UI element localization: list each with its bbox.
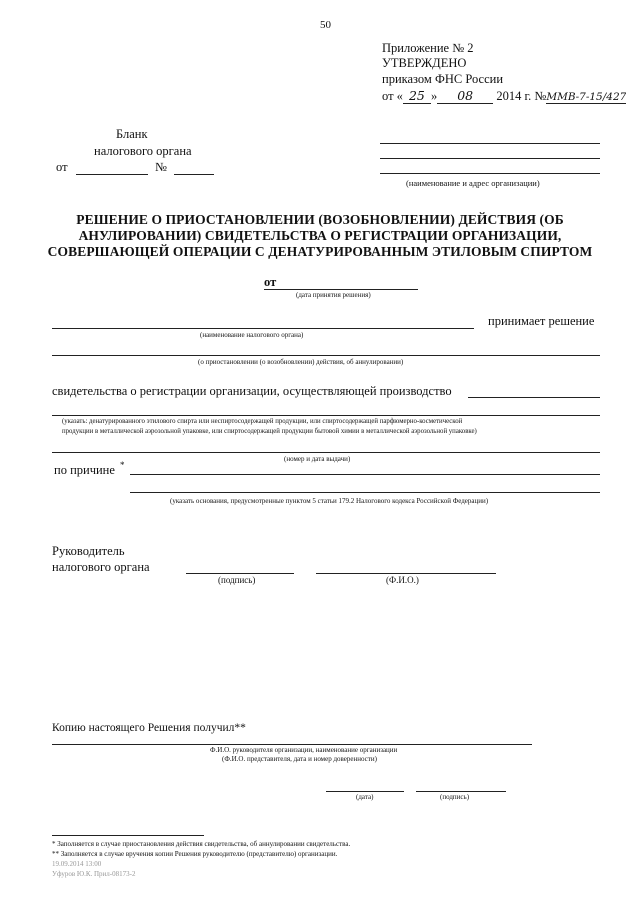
order-date-line: от « 25 » 08 2014 г. №ММВ-7-15/427	[382, 88, 627, 103]
head-signature-caption: (подпись)	[218, 575, 256, 585]
document-title-line-3: СОВЕРШАЮЩЕЙ ОПЕРАЦИИ С ДЕНАТУРИРОВАННЫМ ЭТИЛОВЫМ СПИРТОМ	[47, 244, 593, 259]
addressee-line-1[interactable]	[380, 143, 600, 144]
product-caption-2: продукции в металлической аэрозольной упаковке, или спиртосодержащей продукции бытовой химии в металлической аэрозольной упаковке)	[62, 428, 477, 435]
addressee-line-2[interactable]	[380, 158, 600, 159]
print-stamp-2: Уфуров Ю.К. Прил-08173-2	[52, 870, 136, 878]
order-number: ММВ-7-15/427	[546, 91, 627, 103]
certificate-issue-field[interactable]	[52, 452, 600, 453]
reason-caption: (указать основания, предусмотренные пунктом 5 статьи 179.2 Налогового кодекса Российской Федерации)	[170, 497, 489, 505]
blank-label: Бланк	[116, 127, 148, 141]
recipient-caption-1: Ф.И.О. руководителя организации, наименование организации	[210, 746, 398, 754]
head-authority-label: налогового органа	[52, 560, 150, 574]
receipt-signature-caption: (подпись)	[440, 793, 470, 801]
recipient-field[interactable]	[52, 744, 532, 745]
footnote-1: * Заполняется в случае приостановления действия свидетельства, об аннулировании свидетельства.	[52, 840, 351, 848]
reason-footnote-mark: *	[120, 460, 125, 470]
addressee-line-3[interactable]	[380, 173, 600, 174]
blank-number-field[interactable]	[174, 174, 214, 175]
document-title-line-1: РЕШЕНИЕ О ПРИОСТАНОВЛЕНИИ (ВОЗОБНОВЛЕНИИ) ДЕЙСТВИЯ (ОБ	[76, 212, 564, 227]
accepts-decision-label: принимает решение	[488, 314, 595, 328]
blank-authority-label: налогового органа	[94, 144, 192, 158]
print-stamp-1: 19.09.2014 13:00	[52, 860, 102, 868]
appendix-number: Приложение № 2	[382, 41, 474, 55]
reason-field-2[interactable]	[130, 492, 600, 493]
receipt-date-field[interactable]	[326, 791, 404, 792]
reason-field-1[interactable]	[130, 474, 600, 475]
order-day: 25	[403, 88, 431, 104]
head-label: Руководитель	[52, 544, 125, 558]
tax-authority-caption: (наименование налогового органа)	[200, 331, 304, 339]
receipt-signature-field[interactable]	[416, 791, 506, 792]
order-date-prefix: от «	[382, 89, 403, 103]
addressee-caption: (наименование и адрес организации)	[406, 178, 540, 188]
document-title-line-2: АНУЛИРОВАНИИ) СВИДЕТЕЛЬСТВА О РЕГИСТРАЦИИ ОРГАНИЗАЦИИ,	[78, 228, 562, 243]
product-caption-1: (указать: денатурированного этилового спирта или неспиртосодержащей продукции, или спиртосодержащей парфюмерно-косметической	[62, 418, 463, 425]
action-field[interactable]	[52, 355, 600, 356]
certificate-text: свидетельства о регистрации организации, осуществляющей производство	[52, 384, 452, 398]
head-signature-field[interactable]	[186, 573, 294, 574]
blank-date-field[interactable]	[76, 174, 148, 175]
copy-received-label: Копию настоящего Решения получил**	[52, 722, 246, 734]
order-year: 2014 г. №	[496, 89, 547, 103]
order-label: приказом ФНС России	[382, 72, 504, 86]
production-field[interactable]	[468, 397, 600, 398]
action-caption: (о приостановлении (о возобновлении) действия, об аннулировании)	[198, 358, 404, 366]
head-name-caption: (Ф.И.О.)	[386, 575, 419, 585]
reason-label: по причине	[54, 463, 115, 477]
tax-authority-name-field[interactable]	[52, 328, 474, 329]
head-name-field[interactable]	[316, 573, 496, 574]
product-field[interactable]	[52, 415, 600, 416]
approved-label: УТВЕРЖДЕНО	[382, 56, 467, 70]
decision-date-field[interactable]	[264, 289, 418, 290]
issue-caption: (номер и дата выдачи)	[284, 455, 351, 463]
receipt-date-caption: (дата)	[356, 793, 374, 801]
blank-number-label: №	[155, 160, 167, 174]
recipient-caption-2: (Ф.И.О. представителя, дата и номер доверенности)	[222, 755, 377, 763]
decision-date-label: от	[264, 275, 277, 289]
footnote-separator	[52, 835, 204, 836]
order-month: 08	[437, 88, 493, 104]
decision-date-caption: (дата принятия решения)	[296, 291, 371, 299]
blank-date-label: от	[56, 160, 68, 174]
footnote-2: ** Заполняется в случае вручения копии Решения руководителю (представителю) организации.	[52, 850, 338, 858]
page-number: 50	[320, 19, 331, 31]
